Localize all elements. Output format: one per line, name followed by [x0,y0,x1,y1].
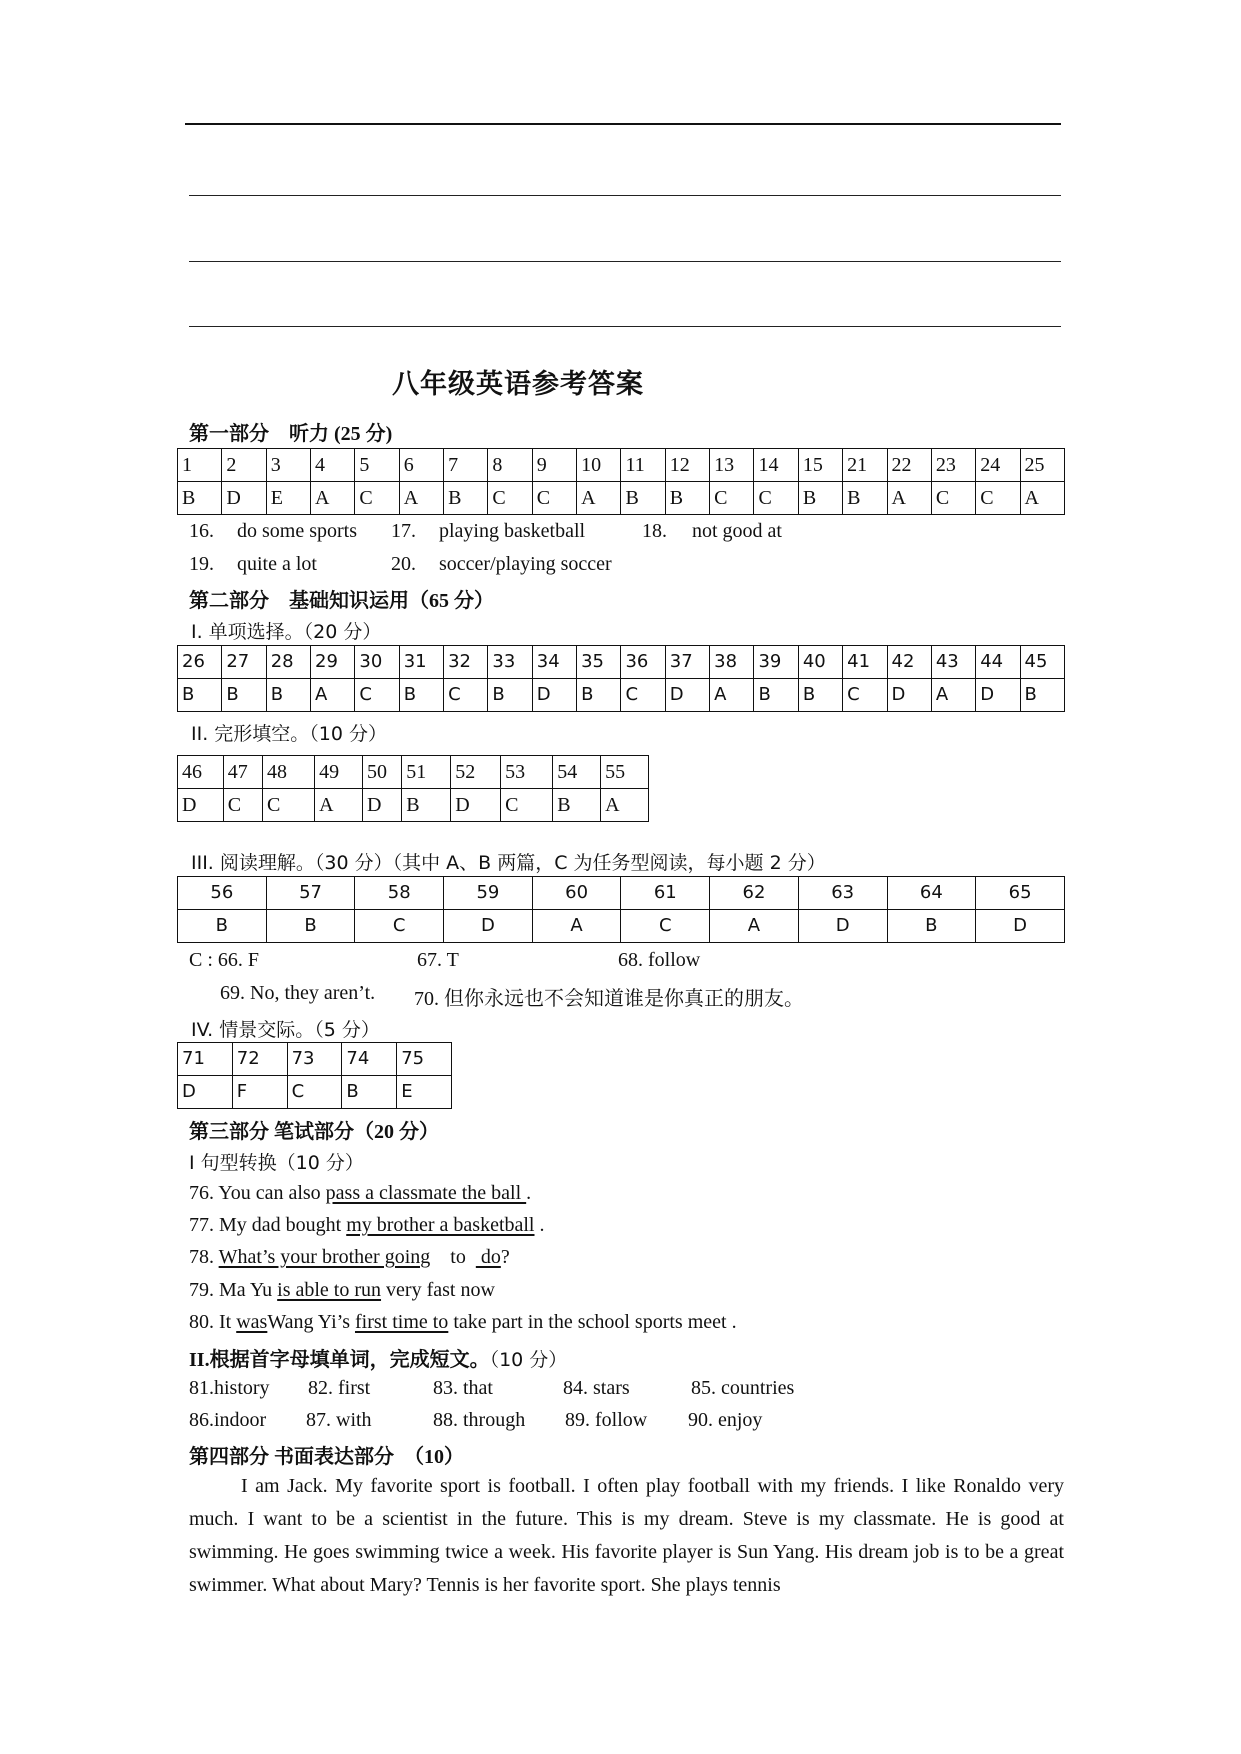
answer-66: C : 66. F [189,949,260,971]
s80-pre: 80. It [189,1311,237,1333]
answer-cell: B [266,910,355,943]
question-number-cell: 72 [232,1043,287,1076]
s78-answer-2: do [475,1246,501,1268]
top-rule [185,123,1061,125]
number-row [178,1043,452,1076]
answer-cell: C [843,679,887,712]
answer-cell: B [553,789,601,822]
sentence-79 [189,1279,495,1302]
question-number-cell: 74 [342,1043,397,1076]
question-number-cell: 7 [444,449,488,482]
answer-cell: D [887,679,931,712]
question-number-cell: 5 [355,449,399,482]
answer-cell: B [342,1076,397,1109]
question-number-cell: 45 [1020,646,1064,679]
word-88: 88. through [433,1409,526,1431]
question-number-cell: 2 [222,449,266,482]
section3-label: III. 阅读理解。（30 分）（其中 A、B 两篇，C 为任务型阅读，每小题 2 分） [191,852,826,874]
word-82: 82. first [308,1377,371,1399]
answer-cell: B [178,482,222,515]
s76-answer: pass a classmate the ball [325,1182,527,1204]
question-number-cell: 52 [451,756,501,789]
s77-pre: 77. My dad bought [189,1214,347,1236]
answer-cell: C [621,910,710,943]
part3-section2-score: （10 分） [489,1349,568,1371]
answer-cell: A [931,679,975,712]
number-row [178,877,1065,910]
answer-cell: D [178,789,224,822]
sentence-80 [189,1311,737,1334]
section2-label: II. 完形填空。（10 分） [191,723,388,745]
answer-cell: A [1020,482,1064,515]
fill-17-text: playing basketball [439,520,586,542]
answer-cell: B [754,679,798,712]
question-number-cell: 37 [665,646,709,679]
question-number-cell: 49 [315,756,363,789]
s76-pre: 76. You can also [189,1182,326,1204]
section1-label: Ⅰ. 单项选择。（20 分） [191,621,382,643]
blank-line-2 [189,261,1061,262]
answer-cell: C [287,1076,342,1109]
answer-cell: B [798,679,842,712]
question-number-cell: 33 [488,646,532,679]
s77-post: . [534,1214,545,1236]
s80-post: take part in the school sports meet . [448,1311,737,1333]
answer-cell: D [665,679,709,712]
fill-19-num: 19. [189,553,214,575]
section2-answer-table [177,755,649,822]
s77-answer: my brother a basketball [346,1214,535,1236]
answer-cell: C [621,679,665,712]
fill-line-2 [189,553,612,576]
question-number-cell: 71 [178,1043,233,1076]
question-number-cell: 75 [397,1043,452,1076]
question-number-cell: 12 [665,449,709,482]
question-number-cell: 29 [311,646,355,679]
question-number-cell: 73 [287,1043,342,1076]
question-number-cell: 4 [311,449,355,482]
answer-cell: B [577,679,621,712]
number-row [178,646,1065,679]
sentence-76 [189,1182,531,1205]
answer-row [178,789,649,822]
fill-16-text: do some sports [237,520,357,542]
answer-cell: B [178,910,267,943]
question-number-cell: 24 [976,449,1020,482]
answer-cell: B [665,482,709,515]
answer-cell: F [232,1076,287,1109]
s78-mid: to [430,1246,476,1268]
question-number-cell: 59 [444,877,533,910]
answer-cell: B [266,679,310,712]
fill-18-text: not good at [692,520,782,542]
essay-paragraph [189,1470,1064,1602]
answer-cell: C [223,789,262,822]
question-number-cell: 41 [843,646,887,679]
answer-cell: B [402,789,451,822]
section1-answer-table [177,645,1065,712]
answer-cell: B [444,482,488,515]
s80-answer-2: first time to [354,1311,449,1333]
section3-answer-table [177,876,1065,943]
answer-cell: C [976,482,1020,515]
word-86: 86.indoor [189,1409,267,1431]
fill-17-num: 17. [391,520,416,542]
question-number-cell: 32 [444,646,488,679]
s79-post: very fast now [381,1279,495,1301]
reading-c-line-1 [189,949,701,972]
answer-cell: C [355,679,399,712]
question-number-cell: 57 [266,877,355,910]
s78-pre: 78. [189,1246,219,1268]
answer-cell: B [222,679,266,712]
fill-16-num: 16. [189,520,214,542]
answer-68: 68. follow [618,949,701,971]
answer-cell: C [931,482,975,515]
part3-section2-label-row [189,1343,567,1372]
part3-section1-label: I 句型转换（10 分） [189,1152,364,1174]
question-number-cell: 61 [621,877,710,910]
answer-cell: B [887,910,976,943]
word-90: 90. enjoy [688,1409,763,1431]
section4-label: IV. 情景交际。（5 分） [191,1019,380,1041]
question-number-cell: 14 [754,449,798,482]
question-number-cell: 44 [976,646,1020,679]
answer-cell: C [532,482,576,515]
part3-heading: 第三部分 笔试部分（20 分） [189,1121,439,1143]
answer-cell: B [178,679,222,712]
answer-cell: C [488,482,532,515]
answer-cell: D [178,1076,233,1109]
answer-cell: C [355,910,444,943]
s78-answer-1: What’s your brother going [218,1246,431,1268]
question-number-cell: 65 [976,877,1065,910]
words-row-2 [189,1409,1069,1435]
question-number-cell: 25 [1020,449,1064,482]
answer-cell: A [601,789,649,822]
part4-heading: 第四部分 书面表达部分 （10） [189,1446,464,1468]
question-number-cell: 51 [402,756,451,789]
question-number-cell: 55 [601,756,649,789]
question-number-cell: 3 [266,449,310,482]
s79-answer: is able to run [277,1279,382,1301]
answer-cell: D [451,789,501,822]
question-number-cell: 62 [710,877,799,910]
part3-section2-label: II.根据首字母填单词，完成短文。 [189,1349,490,1371]
answer-cell: A [315,789,363,822]
answer-cell: A [887,482,931,515]
question-number-cell: 60 [532,877,621,910]
words-row-1 [189,1377,1069,1403]
answer-cell: D [362,789,401,822]
question-number-cell: 28 [266,646,310,679]
answer-cell: A [577,482,621,515]
answer-cell: C [710,482,754,515]
s79-pre: 79. Ma Yu [189,1279,278,1301]
answer-row [178,482,1065,515]
number-row [178,756,649,789]
word-84: 84. stars [563,1377,630,1399]
word-87: 87. with [306,1409,372,1431]
fill-19-text: quite a lot [237,553,317,575]
question-number-cell: 63 [798,877,887,910]
s80-mid: Wang Yi’s [267,1311,355,1333]
question-number-cell: 30 [355,646,399,679]
part1-heading: 第一部分 听力 (25 分) [189,423,393,445]
question-number-cell: 1 [178,449,222,482]
essay-text: I am Jack. My favorite sport is football. I often play football with my friends. I like Ronaldo very much. I want to be a scientist in the future. This is my dream. Steve is my classmate. He is good at swimming. He goes swimming twice a week. His favorite player is Sun Yang. His dream job is to be a great swimmer. What about Mary? Tennis is her favorite sport. She plays tennis [189,1475,1064,1596]
question-number-cell: 13 [710,449,754,482]
question-number-cell: 11 [621,449,665,482]
question-number-cell: 15 [798,449,842,482]
answer-cell: B [621,482,665,515]
answer-cell: B [1020,679,1064,712]
word-89: 89. follow [565,1409,648,1431]
question-number-cell: 35 [577,646,621,679]
answer-cell: A [399,482,443,515]
answer-cell: A [710,910,799,943]
number-row [178,449,1065,482]
fill-line-1 [189,520,782,543]
question-number-cell: 10 [577,449,621,482]
reading-c-line-2 [220,982,804,1010]
answer-row [178,679,1065,712]
answer-70: 70. 但你永远也不会知道谁是你真正的朋友。 [414,988,804,1010]
fill-20-text: soccer/playing soccer [439,553,612,575]
answer-cell: C [263,789,315,822]
question-number-cell: 43 [931,646,975,679]
answer-cell: D [532,679,576,712]
answer-69: 69. No, they aren’t. [220,982,376,1004]
sentence-78 [189,1246,510,1269]
question-number-cell: 56 [178,877,267,910]
question-number-cell: 54 [553,756,601,789]
blank-line-3 [189,326,1061,327]
s76-post: . [526,1182,532,1204]
answer-cell: B [798,482,842,515]
section4-answer-table [177,1042,452,1109]
question-number-cell: 27 [222,646,266,679]
question-number-cell: 36 [621,646,665,679]
page-title: 八年级英语参考答案 [392,369,644,399]
answer-cell: A [532,910,621,943]
question-number-cell: 21 [843,449,887,482]
answer-cell: C [355,482,399,515]
question-number-cell: 6 [399,449,443,482]
question-number-cell: 64 [887,877,976,910]
part1-answer-table [177,448,1065,515]
answer-cell: D [798,910,887,943]
answer-cell: C [754,482,798,515]
answer-cell: E [266,482,310,515]
s78-post: ? [500,1246,510,1268]
question-number-cell: 8 [488,449,532,482]
answer-67: 67. T [417,949,459,971]
question-number-cell: 50 [362,756,401,789]
question-number-cell: 47 [223,756,262,789]
question-number-cell: 53 [501,756,553,789]
part2-heading: 第二部分 基础知识运用（65 分） [189,590,494,612]
question-number-cell: 38 [710,646,754,679]
question-number-cell: 26 [178,646,222,679]
question-number-cell: 22 [887,449,931,482]
answer-row [178,1076,452,1109]
question-number-cell: 40 [798,646,842,679]
question-number-cell: 39 [754,646,798,679]
answer-cell: B [399,679,443,712]
answer-cell: C [501,789,553,822]
answer-cell: D [444,910,533,943]
answer-cell: B [488,679,532,712]
sentence-77 [189,1214,545,1237]
answer-cell: D [976,910,1065,943]
fill-18-num: 18. [642,520,667,542]
question-number-cell: 23 [931,449,975,482]
answer-cell: A [710,679,754,712]
word-81: 81.history [189,1377,270,1399]
question-number-cell: 48 [263,756,315,789]
answer-cell: B [843,482,887,515]
s80-answer-1: was [236,1311,268,1333]
question-number-cell: 31 [399,646,443,679]
answer-cell: D [976,679,1020,712]
word-83: 83. that [433,1377,493,1399]
answer-cell: C [444,679,488,712]
question-number-cell: 42 [887,646,931,679]
blank-line-1 [189,195,1061,196]
question-number-cell: 34 [532,646,576,679]
fill-20-num: 20. [391,553,416,575]
answer-cell: A [311,482,355,515]
answer-cell: A [311,679,355,712]
answer-cell: D [222,482,266,515]
answer-cell: E [397,1076,452,1109]
question-number-cell: 9 [532,449,576,482]
answer-row [178,910,1065,943]
word-85: 85. countries [691,1377,795,1399]
question-number-cell: 46 [178,756,224,789]
question-number-cell: 58 [355,877,444,910]
